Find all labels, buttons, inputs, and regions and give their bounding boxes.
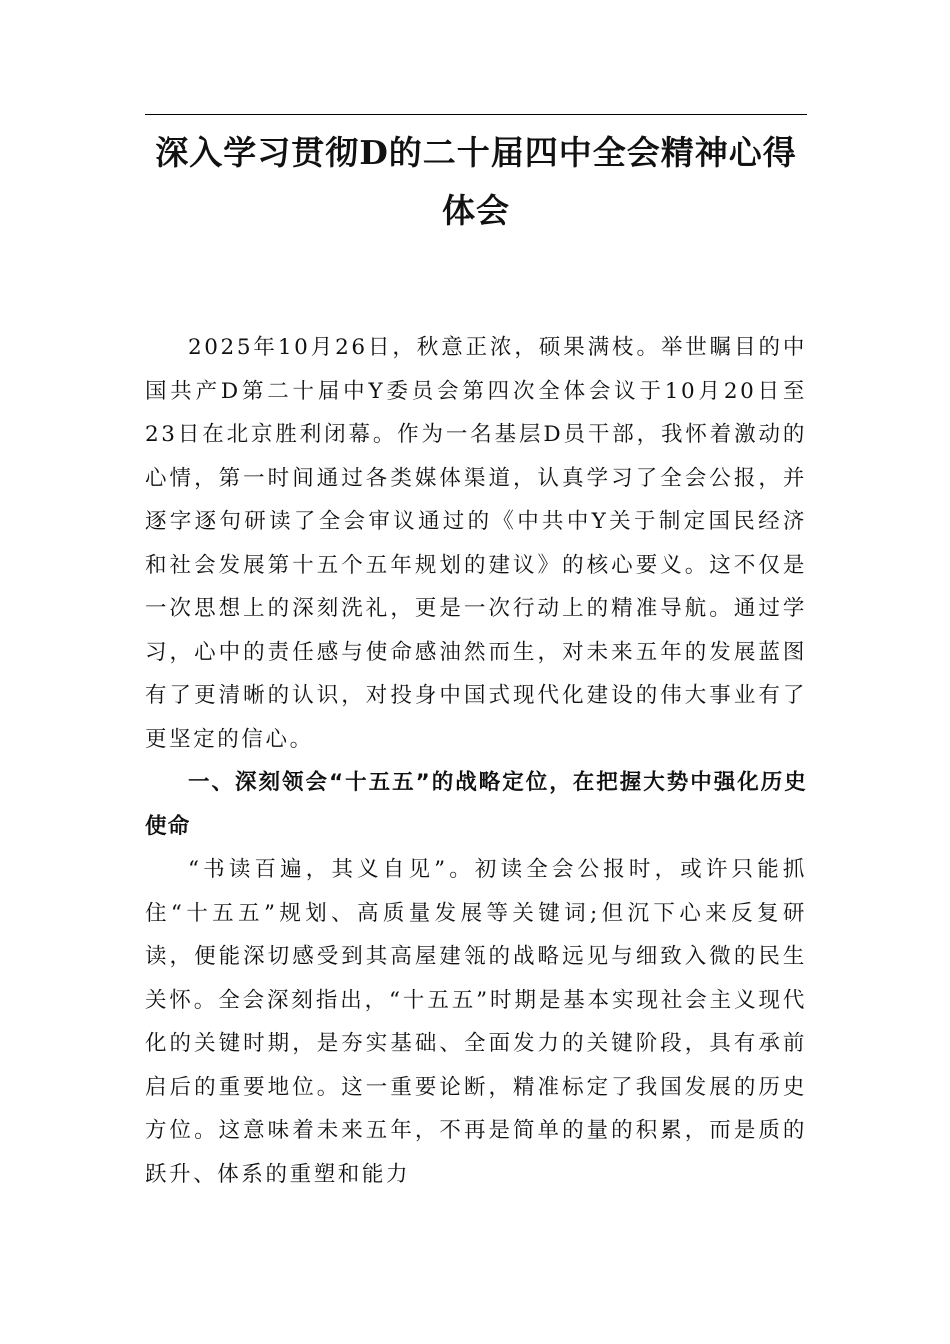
section-1-paragraph: “书读百遍，其义自见”。初读全会公报时，或许只能抓住“十五五”规划、高质量发展等关键词;但沉下心来反复研读，便能深切感受到其高屋建瓴的战略远见与细致入微的民生关怀。全会深刻指出，“十五五”时期是基本实现社会主义现代化的关键时期，是夯实基础、全面发力的关键阶段，具有承前启后的重要地位。这一重要论断，精准标定了我国发展的历史方位。这意味着未来五年，不再是简单的量的积累，而是质的跃升、体系的重塑和能力 (145, 857, 807, 1187)
section-heading-1: 一、深刻领会“十五五”的战略定位，在把握大势中强化历史使命 (145, 770, 807, 839)
document-title: 深入学习贯彻D的二十届四中全会精神心得体会 (155, 133, 797, 230)
document-body (145, 326, 807, 1196)
header-rule (145, 114, 807, 115)
intro-paragraph: 2025年10月26日，秋意正浓，硕果满枝。举世瞩目的中国共产D第二十届中Y委员会第四次全体会议于10月20日至23日在北京胜利闭幕。作为一名基层D员干部，我怀着激动的心情，第一时间通过各类媒体渠道，认真学习了全会公报，并逐字逐句研读了全会审议通过的《中共中Y关于制定国民经济和社会发展第十五个五年规划的建议》的核心要义。这不仅是一次思想上的深刻洗礼，更是一次行动上的精准导航。通过学习，心中的责任感与使命感油然而生，对未来五年的发展蓝图有了更清晰的认识，对投身中国式现代化建设的伟大事业有了更坚定的信心。 (145, 335, 807, 752)
